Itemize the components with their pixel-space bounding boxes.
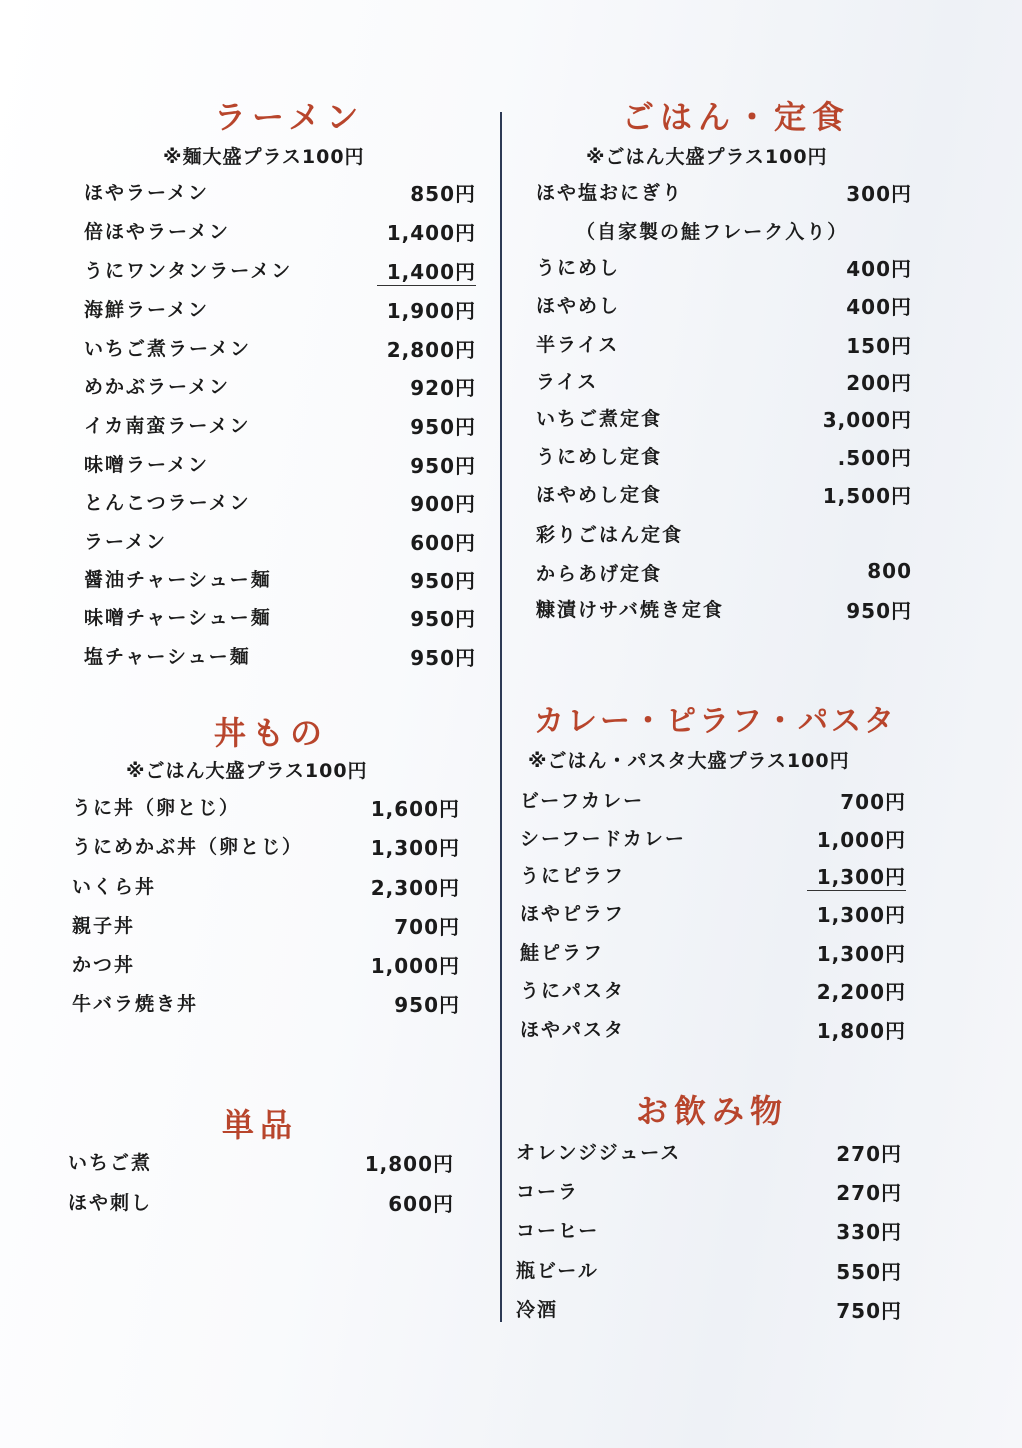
menu-item-name: 醤油チャーシュー麺 (84, 569, 272, 591)
menu-item (84, 334, 476, 372)
menu-item (520, 824, 906, 862)
menu-item (536, 559, 912, 597)
menu-item-name: ほや刺し (68, 1192, 153, 1214)
menu-item-name: いくら丼 (72, 876, 157, 898)
menu-item (72, 989, 460, 1027)
menu-item-name: オレンジジュース (516, 1142, 682, 1164)
menu-item-price: 200円 (846, 371, 912, 395)
menu-item (84, 527, 476, 565)
menu-item-name: うにめかぶ丼（卵とじ） (72, 836, 304, 858)
menu-item-name: 冷酒 (516, 1299, 559, 1321)
menu-item (84, 372, 476, 410)
menu-item-name: ラーメン (84, 531, 168, 553)
menu-item-price: 1,600円 (370, 797, 460, 821)
menu-item-price: 2,200円 (816, 980, 906, 1004)
menu-item-price: 550円 (836, 1260, 902, 1284)
menu-item-name: 親子丼 (72, 915, 136, 937)
menu-item-price: 3,000円 (822, 408, 912, 432)
menu-item-price: 400円 (846, 257, 912, 281)
menu-item-price: 920円 (410, 376, 476, 400)
menu-item-name: ほやめし (536, 295, 621, 317)
menu-item-name: 海鮮ラーメン (84, 299, 210, 321)
menu-item-price: .500円 (837, 446, 912, 470)
menu-item-price: 950円 (846, 599, 912, 623)
menu-item-price: 2,300円 (370, 876, 460, 900)
menu-item (68, 1148, 454, 1186)
menu-item-name: ビーフカレー (520, 790, 645, 812)
menu-item-price: 1,000円 (816, 828, 906, 852)
menu-item-price: 950円 (410, 646, 476, 670)
menu-item-name: 瓶ビール (516, 1260, 599, 1282)
menu-item (84, 488, 476, 526)
menu-item-name: いちご煮 (68, 1152, 153, 1174)
menu-item-name: 半ライス (536, 334, 620, 356)
menu-item (536, 217, 912, 255)
menu-item-name: うにピラフ (520, 865, 626, 887)
menu-item-price: 700円 (394, 915, 460, 939)
menu-item-name: とんこつラーメン (84, 492, 251, 514)
menu-item-price: 950円 (410, 415, 476, 439)
menu-item-price: 270円 (836, 1142, 902, 1166)
menu-item-name: うにワンタンラーメン (84, 260, 293, 282)
menu-item-name: かつ丼 (72, 954, 136, 976)
menu-item (72, 950, 460, 988)
menu-item (536, 442, 912, 480)
menu-item (536, 178, 912, 216)
menu-item-price: 270円 (836, 1181, 902, 1205)
menu-item (84, 411, 476, 449)
menu-item-name: コーラ (516, 1181, 580, 1203)
menu-item-name: イカ南蛮ラーメン (84, 415, 251, 437)
menu-item-price: 1,500円 (822, 484, 912, 508)
menu-item-price: 330円 (836, 1220, 902, 1244)
menu-item (84, 178, 476, 216)
menu-item (516, 1138, 902, 1176)
menu-item-name: ほやパスタ (520, 1019, 626, 1041)
menu-item-price: 1,000円 (370, 954, 460, 978)
menu-item-price: 300円 (846, 182, 912, 206)
menu-item (84, 217, 476, 255)
menu-item (536, 595, 912, 633)
menu-item (520, 861, 906, 899)
menu-item-price: 1,900円 (386, 299, 476, 323)
menu-item-price: 600円 (410, 531, 476, 555)
menu-item (72, 832, 460, 870)
menu-item-name: 糠漬けサバ焼き定食 (536, 599, 724, 621)
menu-item (536, 480, 912, 518)
menu-item (84, 603, 476, 641)
menu-item-name: 倍ほやラーメン (84, 221, 231, 243)
menu-item-price: 1,400円 (377, 256, 476, 286)
menu-item (536, 291, 912, 329)
column-divider (500, 112, 502, 1322)
menu-item-name: 彩りごはん定食 (536, 524, 684, 546)
menu-item (536, 253, 912, 291)
menu-item (536, 404, 912, 442)
menu-item (516, 1177, 902, 1215)
menu-item-price: 950円 (410, 607, 476, 631)
menu-item-name: ほやめし定食 (536, 484, 663, 506)
menu-item-price: 700円 (840, 790, 906, 814)
menu-item-name: ライス (536, 371, 599, 393)
menu-item-name: いちご煮ラーメン (84, 338, 252, 360)
menu-item (520, 786, 906, 824)
donburi-note: ※ごはん大盛プラス100円 (126, 760, 368, 782)
menu-item-name: うにパスタ (520, 980, 626, 1002)
menu-item-price: 1,800円 (816, 1019, 906, 1043)
menu-item-name: ほやラーメン (84, 182, 210, 204)
tanpin-section-title: 単品 (222, 1106, 299, 1144)
menu-item-price: 850円 (410, 182, 476, 206)
menu-item (536, 367, 912, 405)
menu-item-price: 1,300円 (816, 903, 906, 927)
menu-item-price: 950円 (410, 569, 476, 593)
menu-item-price: 1,400円 (386, 221, 476, 245)
menu-item (516, 1256, 902, 1294)
menu-item (84, 642, 476, 680)
menu-item-name: シーフードカレー (520, 828, 686, 850)
donburi-section-title: 丼もの (214, 714, 329, 752)
drinks-section-title: お飲み物 (636, 1092, 789, 1130)
menu-item-name: ほや塩おにぎり (536, 182, 684, 204)
menu-item (536, 520, 912, 558)
menu-item-price: 600円 (388, 1192, 454, 1216)
menu-item-name: いちご煮定食 (536, 408, 663, 430)
menu-item-price: 1,300円 (816, 942, 906, 966)
menu-item-price: 800 (867, 559, 912, 583)
menu-item-name: 味噌チャーシュー麺 (84, 607, 272, 629)
menu-item-name: めかぶラーメン (84, 376, 231, 398)
ramen-note: ※麺大盛プラス100円 (163, 146, 365, 168)
menu-item-name: 鮭ピラフ (520, 942, 605, 964)
menu-item (84, 565, 476, 603)
menu-item-price: 900円 (410, 492, 476, 516)
menu-item-price: 950円 (410, 454, 476, 478)
menu-item (84, 450, 476, 488)
menu-item-name: コーヒー (516, 1220, 600, 1242)
menu-item-name: うに丼（卵とじ） (72, 797, 241, 819)
menu-item-price: 150円 (846, 334, 912, 358)
menu-item-price: 750円 (836, 1299, 902, 1323)
menu-item-price: 1,800円 (364, 1152, 454, 1176)
menu-item-price: 1,300円 (370, 836, 460, 860)
menu-item-name: 牛バラ焼き丼 (72, 993, 199, 1015)
menu-item-name: からあげ定食 (536, 563, 663, 585)
ramen-section-title: ラーメン (214, 98, 365, 136)
menu-item-price: 950円 (394, 993, 460, 1017)
menu-item-name: （自家製の鮭フレーク入り） (576, 221, 849, 243)
menu-item (68, 1188, 454, 1226)
menu-item-name: 塩チャーシュー麺 (84, 646, 251, 668)
menu-item (516, 1216, 902, 1254)
menu-item-name: うにめし定食 (536, 446, 663, 468)
gohan-section-title: ごはん・定食 (622, 98, 851, 136)
menu-item-name: ほやピラフ (520, 903, 626, 925)
menu-item-name: うにめし (536, 257, 621, 279)
menu-item (520, 899, 906, 937)
curry-note: ※ごはん・パスタ大盛プラス100円 (528, 750, 850, 772)
menu-item (520, 1015, 906, 1053)
menu-item-name: 味噌ラーメン (84, 454, 210, 476)
curry-section-title: カレー・ピラフ・パスタ (534, 704, 897, 739)
menu-item (72, 793, 460, 831)
menu-item (72, 911, 460, 949)
menu-item (536, 330, 912, 368)
menu-item-price: 1,300円 (807, 861, 906, 891)
menu-item (520, 938, 906, 976)
gohan-note: ※ごはん大盛プラス100円 (586, 146, 828, 168)
menu-item (72, 872, 460, 910)
menu-item (84, 295, 476, 333)
menu-item-price: 2,800円 (386, 338, 476, 362)
menu-item (84, 256, 476, 294)
menu-item-price: 400円 (846, 295, 912, 319)
menu-item (516, 1295, 902, 1333)
menu-item (520, 976, 906, 1014)
